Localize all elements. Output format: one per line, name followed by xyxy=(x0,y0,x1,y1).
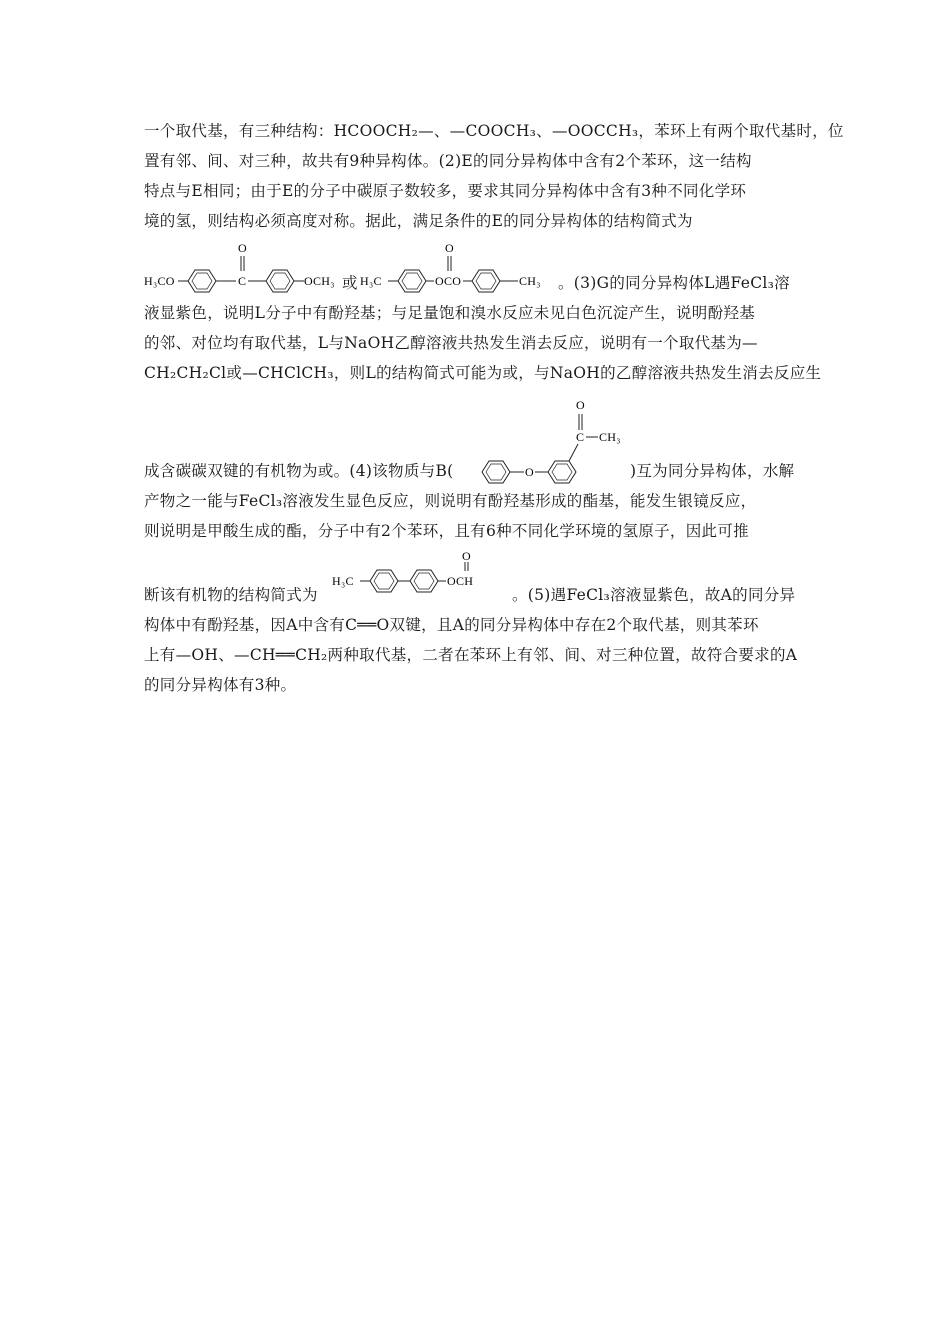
carbonyl-oxygen-label: O xyxy=(238,241,247,255)
methyl-left-label: H₃C xyxy=(360,274,382,288)
text-line-5 xyxy=(144,236,810,298)
text-line-13: 构体中有酚羟基，因A中含有C══O双键，且A的同分异构体中存在2个取代基，则其苯环 xyxy=(144,616,759,634)
text-line-4: 境的氢，则结构必须高度对称。据此，满足条件的E的同分异构体的结构简式为 xyxy=(144,212,693,230)
text-line-9-tail: )互为同分异构体，水解 xyxy=(630,462,795,480)
biphenyl-methyl-label: H₃C xyxy=(332,574,354,588)
acetyl-oxygen-label: O xyxy=(576,398,585,412)
text-line-8: CH₂CH₂Cl或—CHClCH₃，则L的结构简式可能为或，与NaOH的乙醇溶液共热发生消去反应生 xyxy=(144,364,822,382)
carbonate-link-label: OCO xyxy=(435,274,462,288)
methyl-right-label: CH₃ xyxy=(519,274,541,288)
text-line-12 xyxy=(144,546,810,610)
text-line-6: 液显紫色，说明L分子中有酚羟基；与足量饱和溴水反应未见白色沉淀产生，说明酚羟基 xyxy=(144,304,755,322)
carbonate-oxygen-label: O xyxy=(445,241,454,255)
aryl-carbonate-structure xyxy=(360,240,556,298)
text-line-10: 产物之一能与FeCl₃溶液发生显色反应，则说明有酚羟基形成的酯基，能发生银镜反应， xyxy=(144,492,757,510)
text-line-12-head: 断该有机物的结构简式为 xyxy=(144,586,318,604)
carbonyl-carbon-label: C xyxy=(238,274,247,288)
ether-oxygen-label: O xyxy=(525,465,534,479)
text-line-11: 则说明是甲酸生成的酯，分子中有2个苯环，且有6种不同化学环境的氢原子，因此可推 xyxy=(144,522,749,540)
text-line-5-tail: 。(3)G的同分异构体L遇FeCl₃溶 xyxy=(558,274,790,292)
text-line-9 xyxy=(144,388,810,486)
methoxy-right-label: OCH₃ xyxy=(304,274,335,288)
or-connector: 或 xyxy=(342,274,358,292)
text-line-14: 上有—OH、—CH══CH₂两种取代基，二者在苯环上有邻、间、对三种位置，故符合要求的A xyxy=(144,646,798,664)
acetyl-methyl-label: CH₃ xyxy=(599,430,621,444)
text-line-7: 的邻、对位均有取代基，L与NaOH乙醇溶液共热发生消去反应，说明有一个取代基为— xyxy=(144,334,758,352)
biphenyl-formate-structure xyxy=(332,550,512,610)
methoxy-left-label: H₃CO xyxy=(144,274,175,288)
diaryl-ether-ketone-structure xyxy=(480,394,630,486)
diaryl-ketone-structure xyxy=(144,240,340,298)
formate-oxygen-label: O xyxy=(462,550,471,563)
text-line-3: 特点与E相同；由于E的分子中碳原子数较多，要求其同分异构体中含有3种不同化学环 xyxy=(144,182,747,200)
text-line-9-head: 成含碳碳双键的有机物为或。(4)该物质与B( xyxy=(144,462,454,480)
formate-link-label: OCH xyxy=(447,574,474,588)
text-line-15: 的同分异构体有3种。 xyxy=(144,676,297,694)
answer-text xyxy=(144,116,844,700)
text-line-12-tail: 。(5)遇FeCl₃溶液显紫色，故A的同分异 xyxy=(512,586,796,604)
text-line-2: 置有邻、间、对三种，故共有9种异构体。(2)E的同分异构体中含有2个苯环，这一结构 xyxy=(144,152,752,170)
acetyl-carbon-label: C xyxy=(576,430,585,444)
text-line-1: 一个取代基，有三种结构：HCOOCH₂—、—COOCH₃、—OOCCH₃，苯环上有两个取代基时，位 xyxy=(144,122,844,140)
